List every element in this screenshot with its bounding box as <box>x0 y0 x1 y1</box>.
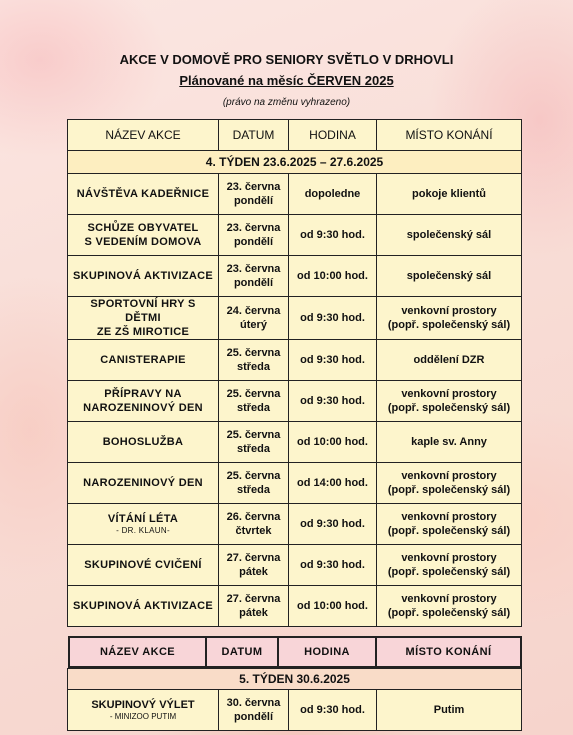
date-weekday: čtvrtek <box>235 525 272 537</box>
table-header-row-2 <box>69 637 521 667</box>
page-title: AKCE V DOMOVĚ PRO SENIORY SVĚTLO V DRHOVLI <box>119 52 454 67</box>
place-cell <box>377 690 522 731</box>
place-alt: (popř. společenský sál) <box>387 402 511 414</box>
event-name: SPORTOVNÍ HRY S DĚTMI <box>90 298 196 324</box>
week-row <box>68 151 522 174</box>
time-cell: od 14:00 hod. <box>289 463 377 504</box>
event-name-cell <box>68 586 219 627</box>
event-name-cell <box>68 256 219 297</box>
place-cell <box>377 545 522 586</box>
place-alt: (popř. společenský sál) <box>387 484 511 496</box>
date-day: 25. června <box>226 470 281 482</box>
change-note: (právo na změnu vyhrazeno) <box>222 97 351 108</box>
event-name-line2: ZE ZŠ MIROTICE <box>96 326 190 338</box>
event-name: SKUPINOVÝ VÝLET <box>91 699 195 711</box>
time-cell: od 10:00 hod. <box>289 256 377 297</box>
date-weekday: středa <box>236 443 271 455</box>
table-row <box>68 340 522 381</box>
date-weekday: středa <box>236 361 271 373</box>
place-cell <box>377 297 522 340</box>
date-weekday: pondělí <box>233 195 274 207</box>
place-main: pokoje klientů <box>412 188 486 200</box>
week4-rows <box>68 174 522 627</box>
place-main: Putim <box>433 704 465 716</box>
place-cell <box>377 256 522 297</box>
table-row <box>68 174 522 215</box>
event-name-cell <box>68 690 219 731</box>
place-main: venkovní prostory <box>401 552 497 564</box>
date-day: 26. června <box>226 511 281 523</box>
event-name-cell <box>68 381 219 422</box>
event-name: VÍTÁNÍ LÉTA <box>107 513 179 525</box>
place-main: kaple sv. Anny <box>411 436 487 448</box>
place-alt: (popř. společenský sál) <box>387 319 511 331</box>
date-day: 30. června <box>226 697 281 709</box>
date-cell <box>219 422 289 463</box>
place-main: oddělení DZR <box>413 354 485 366</box>
page-subtitle: Plánované na měsíc ČERVEN 2025 <box>179 73 394 88</box>
event-name-cell <box>68 545 219 586</box>
date-weekday: středa <box>236 484 271 496</box>
date-cell <box>219 256 289 297</box>
time-cell: od 9:30 hod. <box>289 340 377 381</box>
place-main: venkovní prostory <box>401 511 497 523</box>
date-day: 25. června <box>226 388 281 400</box>
event-name: CANISTERAPIE <box>100 354 186 366</box>
date-weekday: pondělí <box>233 277 274 289</box>
event-name-cell <box>68 504 219 545</box>
table-row <box>68 256 522 297</box>
place-alt: (popř. společenský sál) <box>387 525 511 537</box>
time-cell: od 9:30 hod. <box>289 690 377 731</box>
time-cell: od 9:30 hod. <box>289 381 377 422</box>
table-row <box>68 422 522 463</box>
table-row <box>68 690 522 731</box>
col-header-time-2: HODINA <box>278 637 376 667</box>
date-cell <box>219 340 289 381</box>
week-label: 4. TÝDEN 23.6.2025 – 27.6.2025 <box>68 151 522 174</box>
date-cell <box>219 463 289 504</box>
place-main: venkovní prostory <box>401 470 497 482</box>
schedule-table-week5 <box>67 668 522 731</box>
event-name: SKUPINOVÉ CVIČENÍ <box>84 559 202 571</box>
event-name-cell <box>68 463 219 504</box>
date-weekday: úterý <box>240 319 267 331</box>
week5-rows <box>68 690 522 731</box>
time-cell: od 9:30 hod. <box>289 504 377 545</box>
date-cell <box>219 586 289 627</box>
place-cell <box>377 381 522 422</box>
event-name-cell <box>68 215 219 256</box>
event-name-cell <box>68 174 219 215</box>
date-day: 23. června <box>226 222 281 234</box>
date-cell <box>219 174 289 215</box>
place-main: venkovní prostory <box>401 305 497 317</box>
col-header-date: DATUM <box>219 120 289 151</box>
col-header-place-2: MÍSTO KONÁNÍ <box>376 637 521 667</box>
date-cell <box>219 545 289 586</box>
place-cell <box>377 340 522 381</box>
date-day: 27. června <box>226 593 281 605</box>
table-row <box>68 504 522 545</box>
col-header-place: MÍSTO KONÁNÍ <box>377 120 522 151</box>
event-name-cell <box>68 340 219 381</box>
date-day: 25. června <box>226 429 281 441</box>
date-weekday: pondělí <box>233 711 274 723</box>
event-subtitle: - DR. KLAUN- <box>116 526 170 535</box>
place-cell <box>377 463 522 504</box>
date-cell <box>219 504 289 545</box>
date-day: 27. června <box>226 552 281 564</box>
date-weekday: středa <box>236 402 271 414</box>
date-day: 23. června <box>226 263 281 275</box>
table-header-row <box>68 120 522 151</box>
place-alt: (popř. společenský sál) <box>387 607 511 619</box>
place-cell <box>377 215 522 256</box>
col-header-time: HODINA <box>289 120 377 151</box>
event-name: PŘÍPRAVY NA <box>104 388 182 400</box>
event-name-line2: S VEDENÍM DOMOVA <box>84 236 202 248</box>
week-label-5: 5. TÝDEN 30.6.2025 <box>68 669 522 690</box>
place-main: venkovní prostory <box>401 388 497 400</box>
date-day: 24. června <box>226 305 281 317</box>
date-day: 23. června <box>226 181 281 193</box>
date-cell <box>219 297 289 340</box>
time-cell: od 10:00 hod. <box>289 586 377 627</box>
col-header-name: NÁZEV AKCE <box>68 120 219 151</box>
table-row <box>68 381 522 422</box>
schedule-table-header-2 <box>68 636 522 668</box>
date-cell <box>219 690 289 731</box>
date-weekday: pátek <box>239 607 268 619</box>
date-weekday: pátek <box>239 566 268 578</box>
event-name-cell <box>68 422 219 463</box>
place-cell <box>377 422 522 463</box>
time-cell: od 9:30 hod. <box>289 297 377 340</box>
place-cell <box>377 586 522 627</box>
place-cell <box>377 504 522 545</box>
col-header-date-2: DATUM <box>206 637 278 667</box>
event-name: NAROZENINOVÝ DEN <box>83 477 203 489</box>
event-name: SCHŮZE OBYVATEL <box>87 222 199 234</box>
date-weekday: pondělí <box>233 236 274 248</box>
table-row <box>68 297 522 340</box>
place-main: společenský sál <box>406 270 492 282</box>
place-main: společenský sál <box>406 229 492 241</box>
event-name-line2: NAROZENINOVÝ DEN <box>83 402 203 414</box>
place-main: venkovní prostory <box>401 593 497 605</box>
table-row <box>68 463 522 504</box>
place-cell <box>377 174 522 215</box>
table-row <box>68 215 522 256</box>
time-cell: od 10:00 hod. <box>289 422 377 463</box>
time-cell: od 9:30 hod. <box>289 215 377 256</box>
schedule-table-week4 <box>67 119 522 627</box>
date-day: 25. června <box>226 347 281 359</box>
week-row-5 <box>68 669 522 690</box>
event-name: NÁVŠTĚVA KADEŘNICE <box>76 188 210 200</box>
place-alt: (popř. společenský sál) <box>387 566 511 578</box>
event-name: SKUPINOVÁ AKTIVIZACE <box>72 600 214 612</box>
table-row <box>68 545 522 586</box>
table-row <box>68 586 522 627</box>
date-cell <box>219 381 289 422</box>
time-cell: dopoledne <box>289 174 377 215</box>
event-subtitle: - MINIZOO PUTIM <box>109 712 177 721</box>
event-name: SKUPINOVÁ AKTIVIZACE <box>72 270 214 282</box>
col-header-name-2: NÁZEV AKCE <box>69 637 206 667</box>
event-name-cell <box>68 297 219 340</box>
time-cell: od 9:30 hod. <box>289 545 377 586</box>
event-name: BOHOSLUŽBA <box>102 436 184 448</box>
date-cell <box>219 215 289 256</box>
